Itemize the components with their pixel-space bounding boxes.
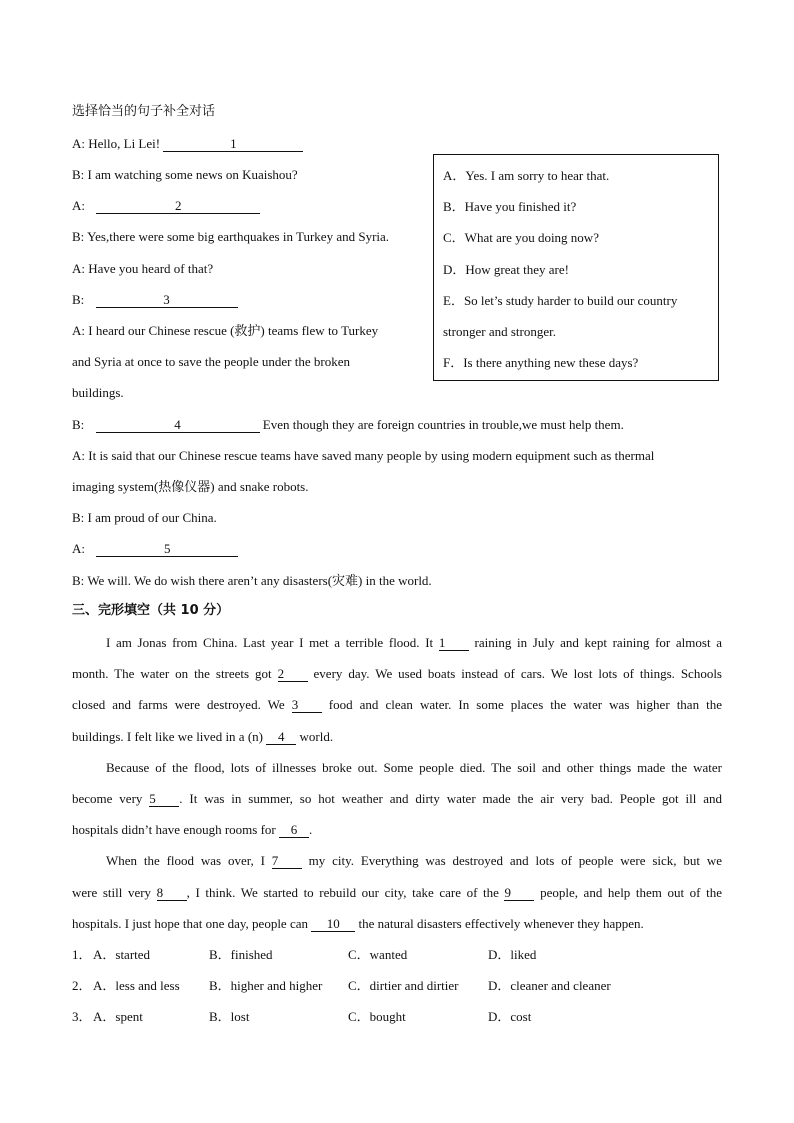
- passage-line: closed and farms were destroyed. We 3 food and clean water. In some places the water was higher than the: [72, 697, 723, 712]
- speaker: A:: [72, 323, 85, 338]
- speaker: A:: [72, 136, 85, 151]
- dialogue-text: Have you heard of that?: [88, 261, 214, 276]
- dialogue-text: I am watching some news on Kuaishou?: [87, 167, 298, 182]
- dialogue-line-9: buildings.: [72, 385, 124, 400]
- speaker: B:: [72, 573, 85, 588]
- choice-a[interactable]: A．started: [93, 947, 151, 962]
- choice-c[interactable]: C．dirtier and dirtier: [348, 978, 459, 993]
- question-number: 3．: [72, 1009, 92, 1024]
- passage-line: were still very 8 , I think. We started to rebuild our city, take care of the 9 people, and help them out of the: [72, 885, 722, 900]
- choice-c[interactable]: C．wanted: [348, 947, 408, 962]
- question-number: 1．: [72, 947, 92, 962]
- choice-c[interactable]: C．bought: [348, 1009, 406, 1024]
- dialogue-line-4: [72, 229, 389, 245]
- cloze-blank-3[interactable]: 3: [292, 698, 322, 713]
- cloze-blank-5[interactable]: 5: [149, 792, 179, 807]
- option-e: E．So let’s study harder to build our country: [443, 293, 678, 308]
- passage-line: hospitals didn’t have enough rooms for 6 .: [72, 822, 313, 837]
- dialogue-text: Hello, Li Lei!: [88, 136, 161, 151]
- answer-blank-5[interactable]: 5: [96, 542, 238, 557]
- dialogue-text: We will. We do wish there aren’t any disasters(灾难) in the world.: [87, 573, 432, 588]
- choice-d[interactable]: D．liked: [488, 947, 537, 962]
- option-e-continued: stronger and stronger.: [443, 324, 557, 339]
- cloze-blank-1[interactable]: 1: [439, 636, 469, 651]
- passage-line: become very 5 . It was in summer, so hot weather and dirty water made the air very bad. People got ill and: [72, 791, 722, 806]
- option-f: F．Is there anything new these days?: [443, 355, 639, 370]
- dialogue-text: Even though they are foreign countries in trouble,we must help them.: [262, 417, 624, 432]
- dialogue-line-2: [72, 167, 298, 183]
- dialogue-line-10: [72, 417, 624, 433]
- answer-blank-4[interactable]: 4: [96, 418, 260, 433]
- choice-b[interactable]: B．higher and higher: [209, 978, 323, 993]
- dialogue-line-13: [72, 510, 217, 526]
- speaker: B:: [72, 292, 85, 307]
- speaker: A:: [72, 541, 85, 556]
- choice-d[interactable]: D．cost: [488, 1009, 532, 1024]
- dialogue-text: I heard our Chinese rescue (救护) teams flew to Turkey: [88, 323, 379, 338]
- cloze-blank-9[interactable]: 9: [504, 886, 534, 901]
- speaker: B:: [72, 229, 85, 244]
- option-c: C．What are you doing now?: [443, 230, 599, 245]
- option-a: A．Yes. I am sorry to hear that.: [443, 168, 610, 183]
- speaker: A:: [72, 448, 85, 463]
- section-title: 选择恰当的句子补全对话: [72, 104, 216, 119]
- dialogue-line-3: [72, 198, 260, 214]
- cloze-blank-10[interactable]: 10: [311, 917, 355, 932]
- dialogue-text: Yes,there were some big earthquakes in Turkey and Syria.: [87, 229, 390, 244]
- passage-line: month. The water on the streets got 2 every day. We used boats instead of cars. We lost lots of things. Schools: [72, 666, 722, 681]
- dialogue-line-6: [72, 292, 238, 308]
- options-box: [433, 154, 719, 381]
- passage-line: hospitals. I just hope that one day, people can 10 the natural disasters effectively whenever they happen.: [72, 916, 644, 931]
- passage-line: Because of the flood, lots of illnesses broke out. Some people died. The soil and other things made the water: [106, 760, 722, 775]
- cloze-blank-4[interactable]: 4: [266, 730, 296, 745]
- dialogue-line-5: [72, 261, 213, 277]
- dialogue-line-8: and Syria at once to save the people under the broken: [72, 354, 350, 369]
- passage-line: When the flood was over, I 7 my city. Everything was destroyed and lots of people were sick, but we: [106, 853, 722, 868]
- dialogue-line-7: [72, 323, 378, 339]
- choice-d[interactable]: D．cleaner and cleaner: [488, 978, 611, 993]
- speaker: A:: [72, 261, 85, 276]
- speaker: B:: [72, 167, 85, 182]
- option-b: B．Have you finished it?: [443, 199, 577, 214]
- speaker: B:: [72, 417, 85, 432]
- dialogue-line-15: [72, 573, 432, 589]
- dialogue-line-11: [72, 448, 654, 464]
- cloze-blank-2[interactable]: 2: [278, 667, 308, 682]
- dialogue-text: I am proud of our China.: [87, 510, 217, 525]
- speaker: A:: [72, 198, 85, 213]
- passage-line: buildings. I felt like we lived in a (n) 4 world.: [72, 729, 334, 744]
- option-d: D．How great they are!: [443, 262, 569, 277]
- passage-line: I am Jonas from China. Last year I met a terrible flood. It 1 raining in July and kept raining for almost a: [106, 635, 723, 650]
- question-number: 2．: [72, 978, 92, 993]
- dialogue-text: It is said that our Chinese rescue teams have saved many people by using modern equipment such as thermal: [88, 448, 655, 463]
- dialogue-line-14: [72, 541, 238, 557]
- answer-blank-2[interactable]: 2: [96, 199, 260, 214]
- answer-blank-3[interactable]: 3: [96, 293, 238, 308]
- choice-a[interactable]: A．less and less: [93, 978, 180, 993]
- speaker: B:: [72, 510, 85, 525]
- cloze-title: 三、完形填空（共 10 分）: [72, 603, 230, 618]
- cloze-blank-8[interactable]: 8: [157, 886, 187, 901]
- answer-blank-1[interactable]: 1: [163, 137, 303, 152]
- cloze-blank-7[interactable]: 7: [272, 854, 302, 869]
- cloze-blank-6[interactable]: 6: [279, 823, 309, 838]
- choice-b[interactable]: B．finished: [209, 947, 273, 962]
- dialogue-line-1: [72, 136, 303, 152]
- choice-b[interactable]: B．lost: [209, 1009, 250, 1024]
- dialogue-line-12: imaging system(热像仪器) and snake robots.: [72, 479, 309, 494]
- choice-a[interactable]: A．spent: [93, 1009, 143, 1024]
